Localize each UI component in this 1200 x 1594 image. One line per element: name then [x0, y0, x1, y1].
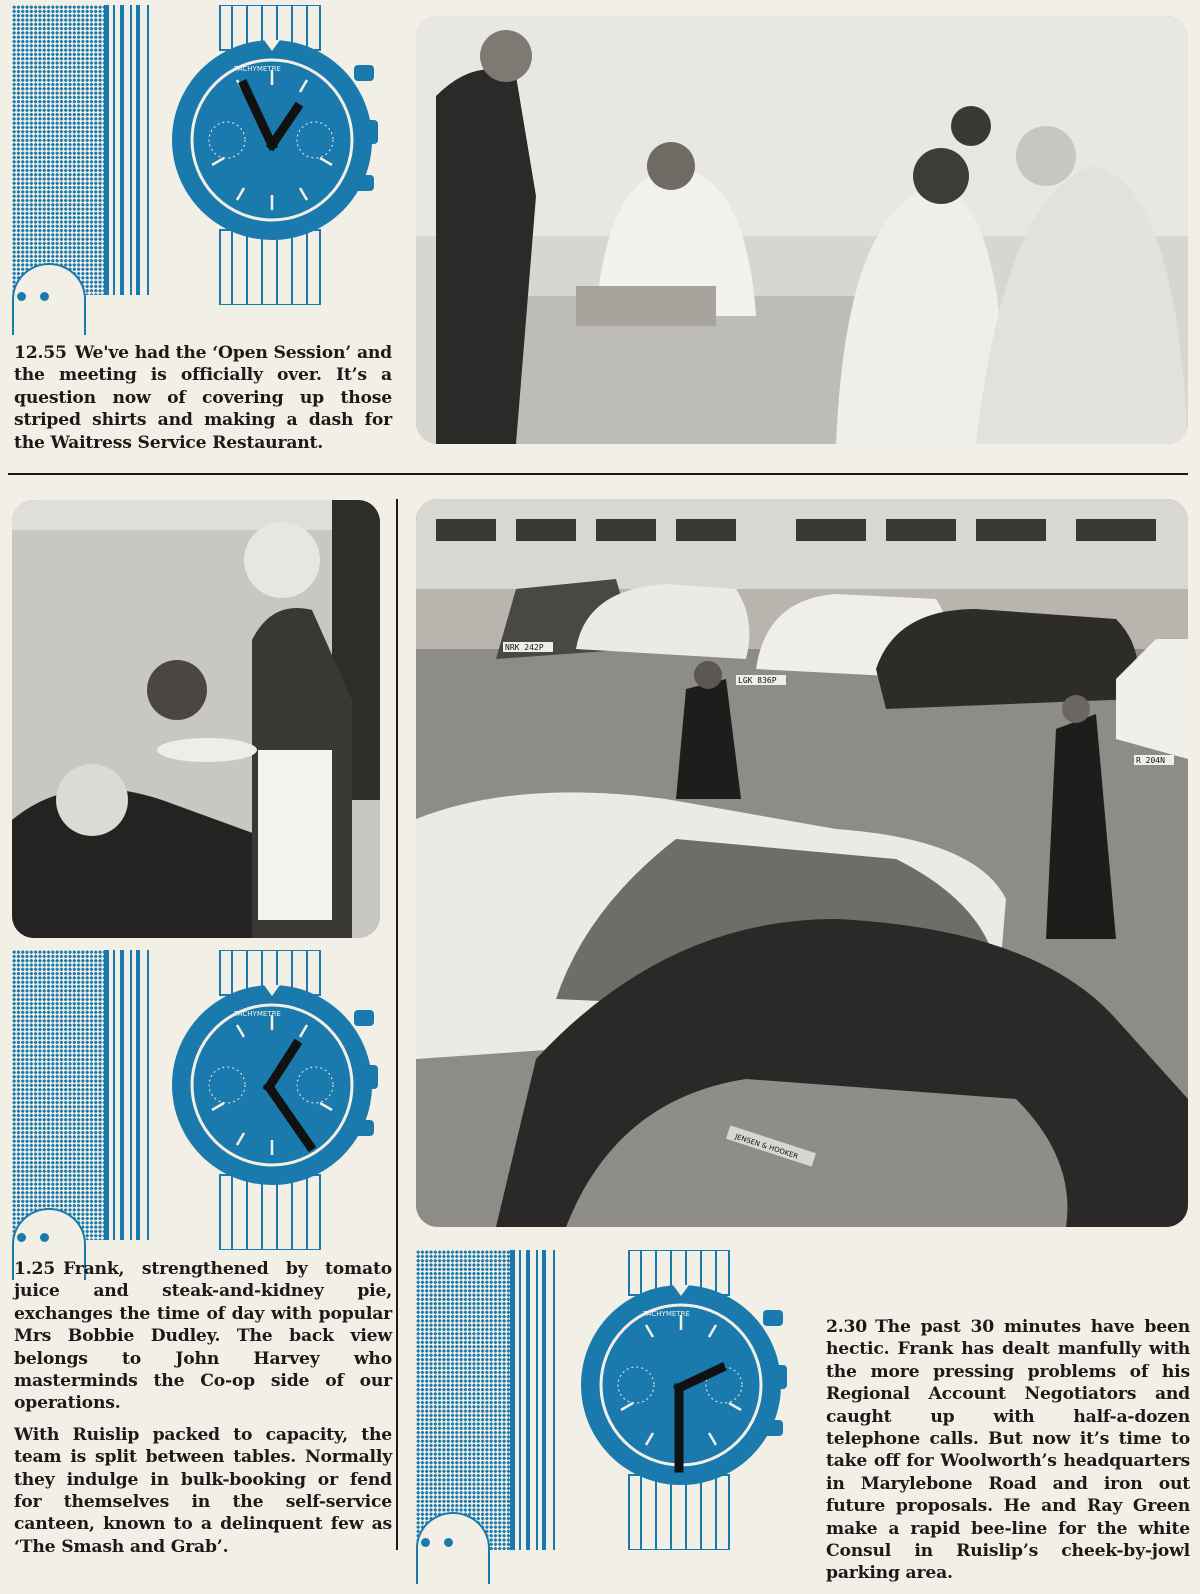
stripe: [553, 1250, 555, 1550]
time-label: 1.25: [14, 1259, 56, 1279]
stripe: [519, 1250, 521, 1550]
stripe: [104, 950, 109, 1240]
stripe: [136, 5, 140, 295]
chronograph-watch-icon: [152, 5, 392, 305]
watch-illustration-1255: [12, 5, 392, 305]
caption-230: 2.30 The past 30 minutes have been hectic. Frank has dealt manfully with the more pressing problems of his Regional Account Negotiators and caught up with half-a-dozen telephone calls. But now it’s time to take off for Woolworth’s headquarters in Marylebone Road and iron out future proposals. He and Ray Green make a rapid bee-line for the white Consul in Ruislip’s cheek-by-jowl parking area.: [826, 1317, 1190, 1584]
stripe: [147, 5, 149, 295]
caption-1255: 12.55 We've had the ‘Open Session’ and the meeting is officially over. It’s a question now of covering up those striped shirts and making a dash for the Waitress Service Restaurant.: [14, 343, 392, 453]
photo-restaurant: [12, 500, 380, 938]
svg-text:NRK 242P: NRK 242P: [505, 643, 544, 652]
bullet-dot: [17, 1233, 26, 1242]
bullet-dot: [421, 1538, 430, 1547]
stripe: [147, 950, 149, 1240]
stripe: [113, 950, 115, 1240]
dot-pattern: [12, 950, 104, 1240]
svg-text:TACHYMETRE: TACHYMETRE: [643, 1310, 690, 1318]
stripe: [130, 950, 132, 1240]
bullet-dot: [40, 1233, 49, 1242]
photo-car-park: [416, 499, 1188, 1227]
bullet-dot: [444, 1538, 453, 1547]
svg-text:LGK 836P: LGK 836P: [738, 676, 777, 685]
stripe: [136, 950, 140, 1240]
stripe: [510, 1250, 515, 1550]
svg-text:TACHYMETRE: TACHYMETRE: [234, 1010, 281, 1018]
chronograph-watch-icon: [152, 950, 392, 1250]
watch-illustration-230: [416, 1250, 816, 1550]
section-divider-vertical: [396, 499, 398, 1550]
stripe: [130, 5, 132, 295]
stripe: [542, 1250, 546, 1550]
watch-illustration-125: [12, 950, 392, 1250]
svg-text:JENSEN & HOOKER: JENSEN & HOOKER: [733, 1132, 800, 1161]
arc-decoration: [416, 1512, 490, 1584]
stripe: [120, 5, 124, 295]
bullet-dot: [17, 292, 26, 301]
stripe: [104, 5, 109, 295]
section-divider-horizontal: [8, 473, 1188, 475]
time-label: 12.55: [14, 343, 67, 363]
time-label: 2.30: [826, 1317, 868, 1337]
stripe: [120, 950, 124, 1240]
dot-pattern: [12, 5, 104, 295]
bullet-dot: [40, 292, 49, 301]
chronograph-watch-icon: [561, 1250, 801, 1550]
svg-text:R 204N: R 204N: [1136, 756, 1165, 765]
stripe: [113, 5, 115, 295]
svg-text:TACHYMETRE: TACHYMETRE: [234, 65, 281, 73]
photo-meeting-room: [416, 16, 1188, 444]
caption-125-paragraph-2: With Ruislip packed to capacity, the team is split between tables. Normally they indulge in bulk-booking or fend for themselves in the self-service canteen, known to a delinquent few as ‘The Smash and Grab’.: [14, 1424, 392, 1557]
dot-pattern: [416, 1250, 510, 1550]
stripe: [526, 1250, 530, 1550]
caption-125: 1.25 Frank, strengthened by tomato juice and steak-and-kidney pie, exchanges the time of day with popular Mrs Bobbie Dudley. The back view belongs to John Harvey who masterminds the Co-op side of our operations. With Ruislip packed to capacity, the team is split between tables. Normally they indulge in bulk-booking or fend for themselves in the self-service canteen, known to a delinquent few as ‘The Smash and Grab’.: [14, 1259, 392, 1557]
stripe: [536, 1250, 538, 1550]
